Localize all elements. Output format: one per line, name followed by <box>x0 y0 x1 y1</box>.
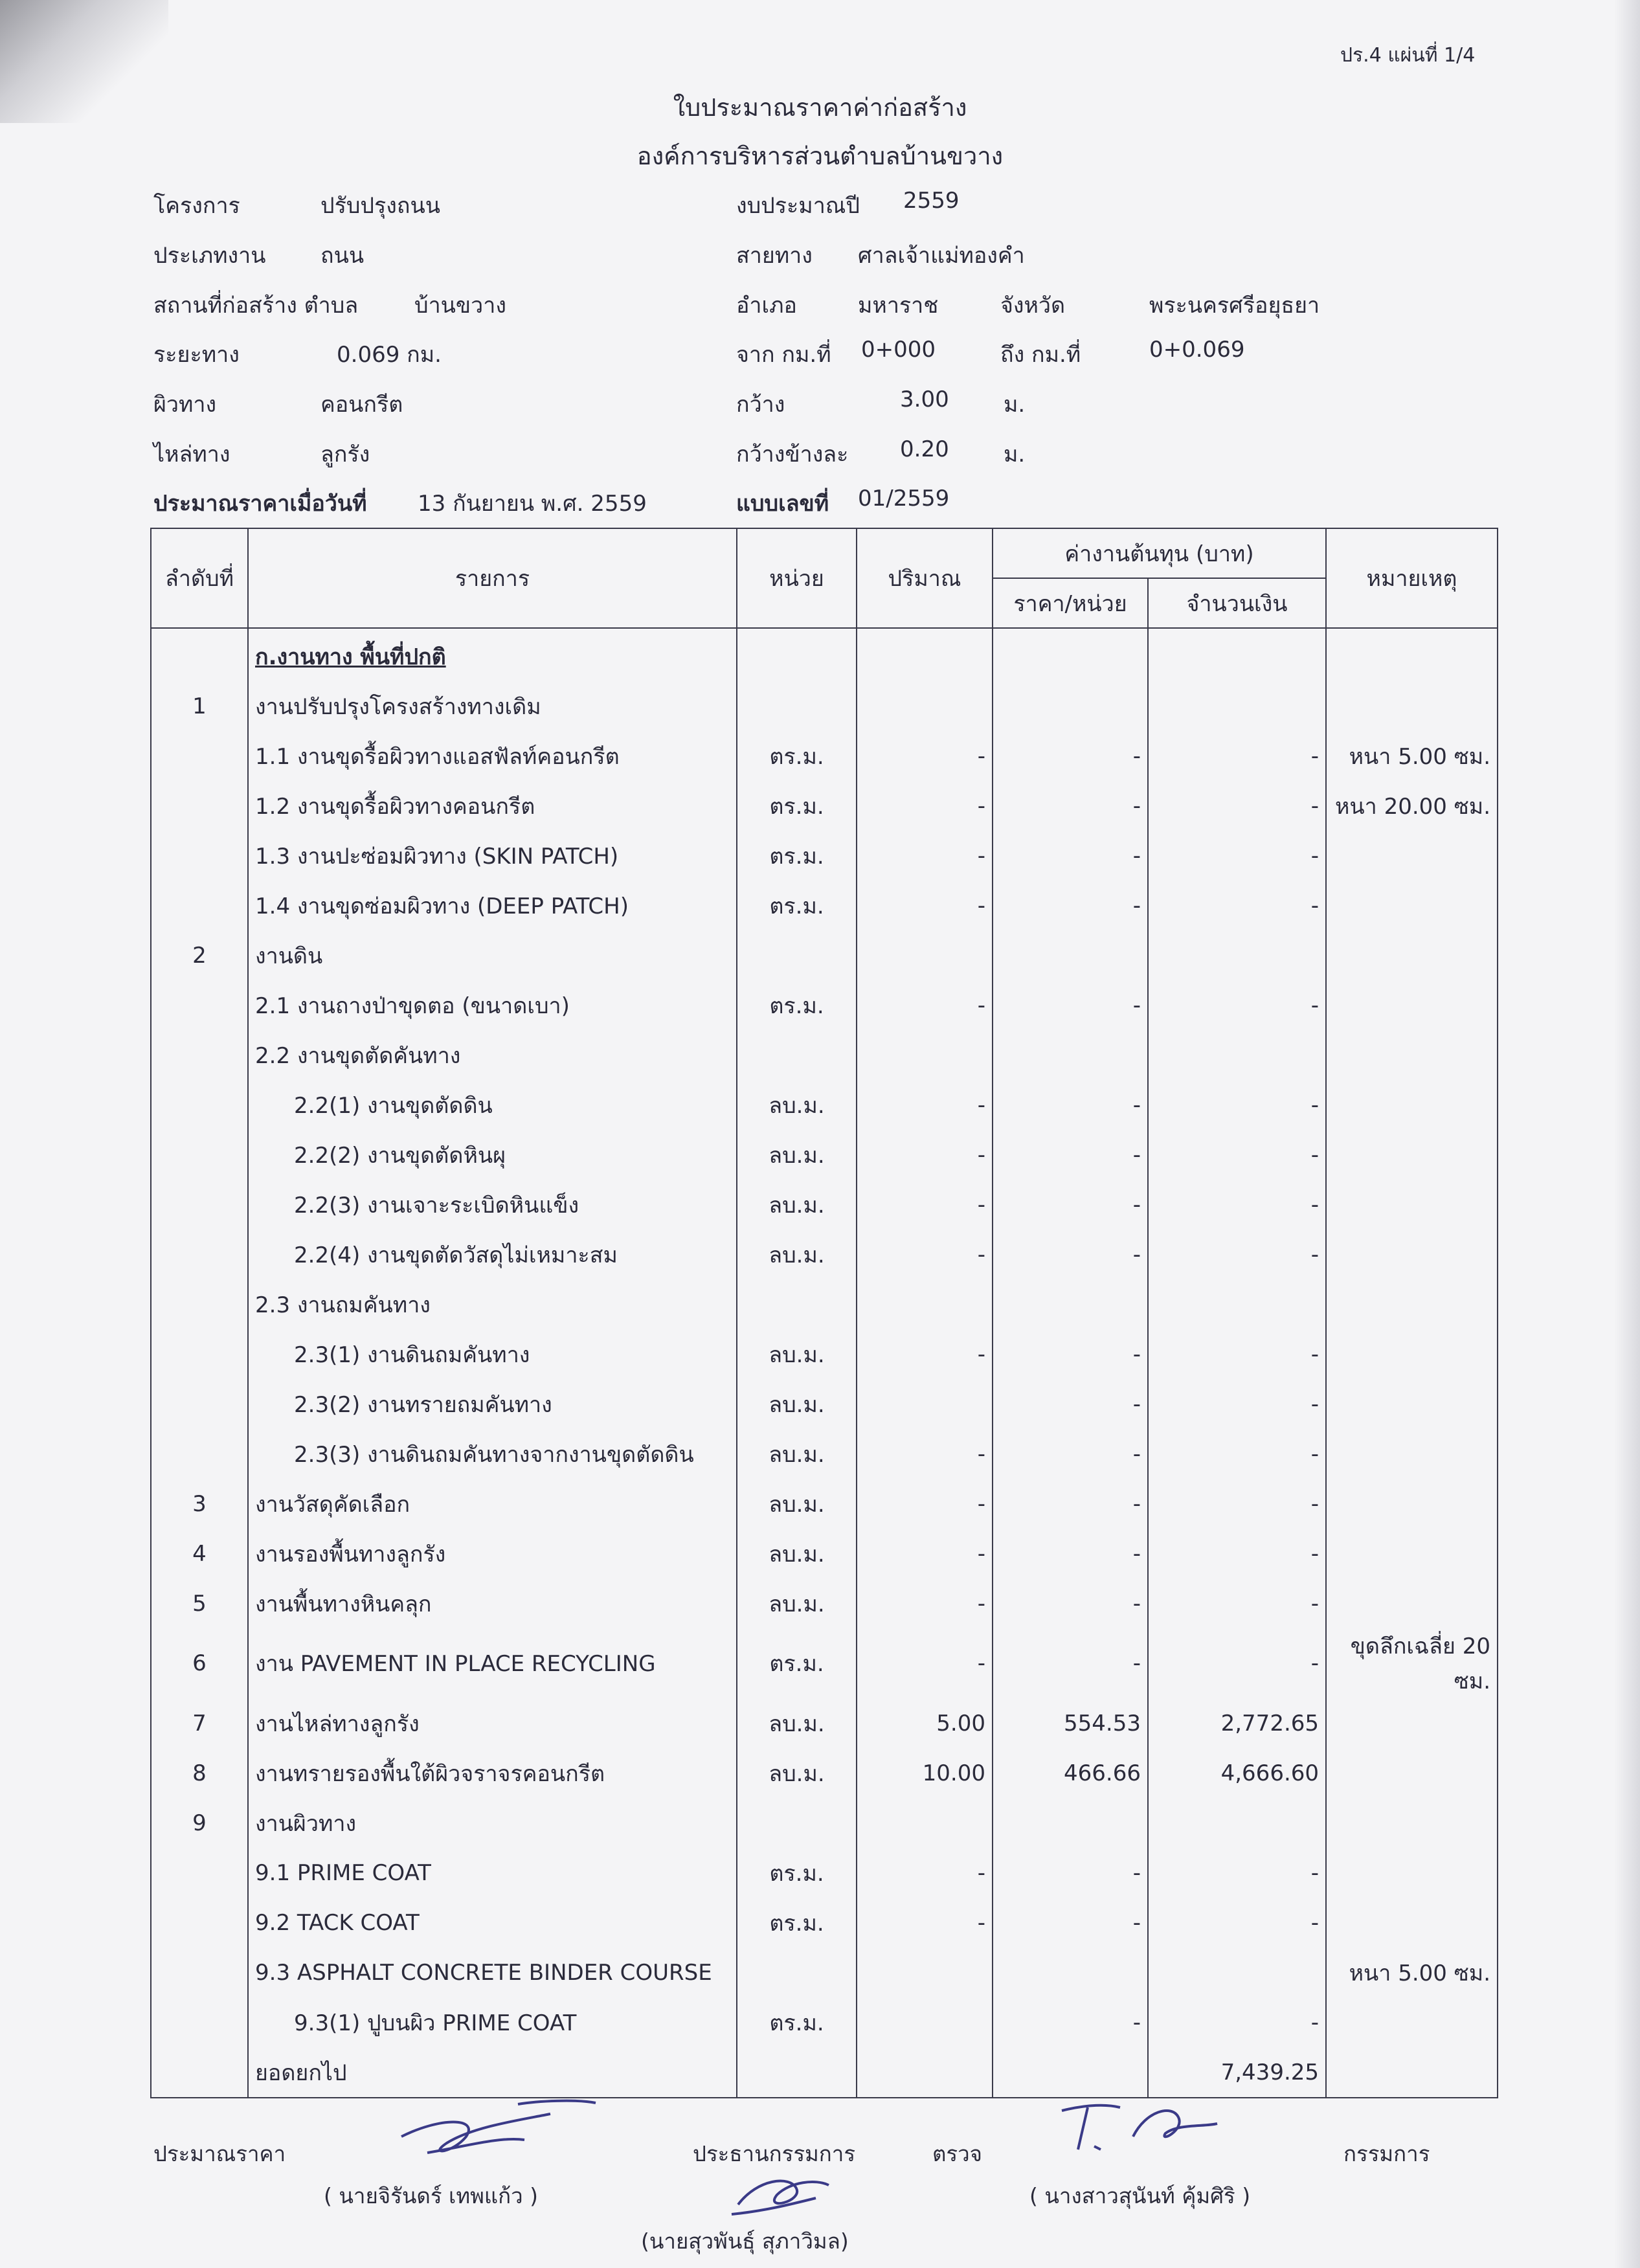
row-note <box>1326 1898 1498 1948</box>
row-item: งานพื้นทางหินคลุก <box>248 1578 737 1628</box>
row-unit-price: - <box>993 831 1148 881</box>
row-no <box>151 1030 248 1080</box>
shoulder-label: ไหล่ทาง <box>153 442 230 467</box>
row-no <box>151 1229 248 1279</box>
row-no <box>151 881 248 930</box>
row-item: 9.2 TACK COAT <box>248 1898 737 1948</box>
row-item: งานวัสดุคัดเลือก <box>248 1479 737 1529</box>
province-label: จังหวัด <box>1000 293 1066 319</box>
row-note <box>1326 1529 1498 1578</box>
row-unit: ตร.ม. <box>737 731 857 781</box>
row-amount: - <box>1148 1898 1326 1948</box>
row-qty <box>857 930 993 980</box>
row-qty: - <box>857 1578 993 1628</box>
row-item: 1.1 งานขุดรื้อผิวทางแอสฟัลท์คอนกรีต <box>248 731 737 781</box>
row-qty: - <box>857 1130 993 1180</box>
document-title: ใบประมาณราคาค่าก่อสร้าง <box>673 93 967 122</box>
row-unit: ลบ.ม. <box>737 1080 857 1130</box>
row-qty: - <box>857 1229 993 1279</box>
row-note <box>1326 1798 1498 1848</box>
row-item: 9.3(1) ปูบนผิว PRIME COAT <box>248 1997 737 2047</box>
table-body <box>151 628 1498 2098</box>
row-unit: ลบ.ม. <box>737 1329 857 1379</box>
row-unit-price: 554.53 <box>993 1698 1148 1748</box>
to-km-value: 0+0.069 <box>1149 337 1245 363</box>
row-note: หนา 20.00 ซม. <box>1326 781 1498 831</box>
side-width-value: 0.20 <box>900 436 949 462</box>
row-amount: - <box>1148 1578 1326 1628</box>
row-note: หนา 5.00 ซม. <box>1326 731 1498 781</box>
row-amount: - <box>1148 1229 1326 1279</box>
row-unit: ตร.ม. <box>737 781 857 831</box>
row-note <box>1326 1698 1498 1748</box>
chairman-signature <box>725 2166 835 2224</box>
row-note <box>1326 930 1498 980</box>
row-qty: - <box>857 731 993 781</box>
chairman-name: (นายสุวพันธุ์ สุภาวิมล) <box>641 2229 849 2254</box>
header-cost: ค่างานต้นทุน (บาท) <box>993 528 1326 578</box>
row-item: 2.3(2) งานทรายถมคันทาง <box>248 1379 737 1429</box>
row-item: งานปรับปรุงโครงสร้างทางเดิม <box>248 681 737 731</box>
table-row <box>151 781 1498 831</box>
row-no: 8 <box>151 1748 248 1798</box>
type-label: ประเภทงาน <box>153 243 266 269</box>
row-qty <box>857 1798 993 1848</box>
row-amount: - <box>1148 731 1326 781</box>
row-no: 5 <box>151 1578 248 1628</box>
row-unit-price: - <box>993 1429 1148 1479</box>
row-unit-price <box>993 1798 1148 1848</box>
row-qty <box>857 1997 993 2047</box>
table-row <box>151 1279 1498 1329</box>
row-unit: ตร.ม. <box>737 1898 857 1948</box>
row-unit-price: - <box>993 1578 1148 1628</box>
table-row <box>151 1578 1498 1628</box>
row-note <box>1326 1279 1498 1329</box>
row-amount <box>1148 1030 1326 1080</box>
row-item: 2.3(3) งานดินถมคันทางจากงานขุดตัดดิน <box>248 1429 737 1479</box>
row-qty: - <box>857 1080 993 1130</box>
table-row <box>151 1030 1498 1080</box>
header-no: ลำดับที่ <box>151 528 248 628</box>
row-note: ขุดลึกเฉลี่ย 20 ซม. <box>1326 1628 1498 1698</box>
row-item: 2.3 งานถมคันทาง <box>248 1279 737 1329</box>
table-row <box>151 1628 1498 1698</box>
row-unit <box>737 628 857 681</box>
row-unit: ตร.ม. <box>737 1848 857 1898</box>
row-amount <box>1148 1798 1326 1848</box>
row-qty <box>857 1948 993 1997</box>
row-qty <box>857 1030 993 1080</box>
row-qty: - <box>857 1848 993 1898</box>
row-unit: ลบ.ม. <box>737 1698 857 1748</box>
row-unit <box>737 2047 857 2098</box>
row-unit-price: - <box>993 1329 1148 1379</box>
row-qty: - <box>857 1329 993 1379</box>
row-no: 9 <box>151 1798 248 1848</box>
row-unit: ตร.ม. <box>737 881 857 930</box>
row-no <box>151 1848 248 1898</box>
project-value: ปรับปรุงถนน <box>320 193 440 219</box>
row-no <box>151 1997 248 2047</box>
row-item: 9.3 ASPHALT CONCRETE BINDER COURSE <box>248 1948 737 1997</box>
row-note <box>1326 681 1498 731</box>
table-row <box>151 1379 1498 1429</box>
table-row <box>151 1080 1498 1130</box>
row-unit-price <box>993 681 1148 731</box>
row-unit: ลบ.ม. <box>737 1578 857 1628</box>
estimator-name: ( นายจิรันดร์ เทพแก้ว ) <box>324 2183 538 2208</box>
row-qty: - <box>857 831 993 881</box>
row-item: 2.1 งานถางป่าขุดตอ (ขนาดเบา) <box>248 980 737 1030</box>
row-unit: ตร.ม. <box>737 980 857 1030</box>
row-unit-price: - <box>993 1997 1148 2047</box>
row-unit <box>737 1279 857 1329</box>
row-unit-price: - <box>993 1898 1148 1948</box>
row-amount: 2,772.65 <box>1148 1698 1326 1748</box>
row-amount <box>1148 930 1326 980</box>
header-note: หมายเหตุ <box>1326 528 1498 628</box>
table-row <box>151 930 1498 980</box>
row-no <box>151 1898 248 1948</box>
check-label: ตรวจ <box>932 2141 983 2166</box>
row-qty: - <box>857 1479 993 1529</box>
row-unit-price: - <box>993 881 1148 930</box>
row-unit: ตร.ม. <box>737 1997 857 2047</box>
row-qty <box>857 2047 993 2098</box>
row-note <box>1326 1329 1498 1379</box>
row-amount: - <box>1148 1479 1326 1529</box>
row-no: 4 <box>151 1529 248 1578</box>
width-value: 3.00 <box>900 387 949 412</box>
row-unit-price: - <box>993 1628 1148 1698</box>
row-amount: - <box>1148 781 1326 831</box>
row-unit-price: - <box>993 1180 1148 1229</box>
estimate-date-value: 13 กันยายน พ.ศ. 2559 <box>418 491 647 517</box>
row-unit: ลบ.ม. <box>737 1180 857 1229</box>
row-qty: 10.00 <box>857 1748 993 1798</box>
row-amount: - <box>1148 1180 1326 1229</box>
committee-name: ( นางสาวสุนันท์ คุ้มศิริ ) <box>1029 2183 1251 2208</box>
row-no: 7 <box>151 1698 248 1748</box>
row-unit: ตร.ม. <box>737 831 857 881</box>
row-amount <box>1148 681 1326 731</box>
row-item: 2.2(4) งานขุดตัดวัสดุไม่เหมาะสม <box>248 1229 737 1279</box>
row-amount: - <box>1148 980 1326 1030</box>
row-amount: - <box>1148 1848 1326 1898</box>
table-row <box>151 1479 1498 1529</box>
row-note <box>1326 2047 1498 2098</box>
row-unit-price: - <box>993 1529 1148 1578</box>
table-row <box>151 1698 1498 1748</box>
row-unit: ลบ.ม. <box>737 1479 857 1529</box>
row-unit <box>737 1030 857 1080</box>
from-km-label: จาก กม.ที่ <box>736 342 831 368</box>
row-no <box>151 731 248 781</box>
row-qty <box>857 1279 993 1329</box>
row-note: หนา 5.00 ซม. <box>1326 1948 1498 1997</box>
side-width-label: กว้างข้างละ <box>736 442 849 467</box>
table-row <box>151 980 1498 1030</box>
row-no <box>151 980 248 1030</box>
table-row <box>151 628 1498 681</box>
row-qty: - <box>857 881 993 930</box>
row-note <box>1326 1229 1498 1279</box>
route-value: ศาลเจ้าแม่ทองคำ <box>858 243 1025 269</box>
budget-label: งบประมาณปี <box>736 193 860 219</box>
row-item: 2.2(2) งานขุดตัดหินผุ <box>248 1130 737 1180</box>
budget-value: 2559 <box>903 188 960 214</box>
row-amount <box>1148 1948 1326 1997</box>
row-note <box>1326 1748 1498 1798</box>
row-unit: ลบ.ม. <box>737 1229 857 1279</box>
estimator-signature <box>388 2091 602 2169</box>
row-no <box>151 1948 248 1997</box>
row-unit-price: 466.66 <box>993 1748 1148 1798</box>
row-no <box>151 1279 248 1329</box>
row-amount: - <box>1148 1130 1326 1180</box>
table-row <box>151 2047 1498 2098</box>
row-no <box>151 628 248 681</box>
type-value: ถนน <box>320 243 365 269</box>
row-qty: - <box>857 1898 993 1948</box>
table-row <box>151 681 1498 731</box>
table-row <box>151 1429 1498 1479</box>
row-item: งานทรายรองพื้นใต้ผิวจราจรคอนกรีต <box>248 1748 737 1798</box>
row-item: งานผิวทาง <box>248 1798 737 1848</box>
row-unit: ตร.ม. <box>737 1628 857 1698</box>
row-no <box>151 1379 248 1429</box>
header-amount: จำนวนเงิน <box>1148 578 1326 628</box>
row-no: 1 <box>151 681 248 731</box>
row-qty: - <box>857 1180 993 1229</box>
row-unit-price: - <box>993 781 1148 831</box>
row-qty <box>857 681 993 731</box>
row-unit-price <box>993 628 1148 681</box>
location-value: บ้านขวาง <box>414 293 506 319</box>
organization-name: องค์การบริหารส่วนตำบลบ้านขวาง <box>636 142 1004 170</box>
header-unit: หน่วย <box>737 528 857 628</box>
row-unit <box>737 1798 857 1848</box>
committee-label: กรรมการ <box>1343 2141 1430 2166</box>
row-amount: - <box>1148 1997 1326 2047</box>
plan-no-label: แบบเลขที่ <box>736 491 829 517</box>
location-label: สถานที่ก่อสร้าง ตำบล <box>153 293 359 319</box>
table-row <box>151 831 1498 881</box>
row-unit: ลบ.ม. <box>737 1130 857 1180</box>
row-item: 2.2(3) งานเจาะระเบิดหินแข็ง <box>248 1180 737 1229</box>
row-note <box>1326 1180 1498 1229</box>
row-note <box>1326 831 1498 881</box>
table-row <box>151 1180 1498 1229</box>
table-row <box>151 1848 1498 1898</box>
row-note <box>1326 1080 1498 1130</box>
row-note <box>1326 980 1498 1030</box>
row-qty <box>857 628 993 681</box>
row-unit-price <box>993 1030 1148 1080</box>
table-row <box>151 881 1498 930</box>
row-unit-price: - <box>993 1130 1148 1180</box>
width-label: กว้าง <box>736 392 785 418</box>
distance-label: ระยะทาง <box>153 342 240 368</box>
row-no: 6 <box>151 1628 248 1698</box>
row-amount: - <box>1148 1529 1326 1578</box>
row-qty: - <box>857 1529 993 1578</box>
row-no: 3 <box>151 1479 248 1529</box>
row-item: งานรองพื้นทางลูกรัง <box>248 1529 737 1578</box>
row-amount: 7,439.25 <box>1148 2047 1326 2098</box>
table-row <box>151 1329 1498 1379</box>
row-no <box>151 1329 248 1379</box>
row-note <box>1326 1429 1498 1479</box>
row-note <box>1326 1848 1498 1898</box>
row-unit: ลบ.ม. <box>737 1429 857 1479</box>
table-row <box>151 1130 1498 1180</box>
row-qty <box>857 1379 993 1429</box>
district-label: อำเภอ <box>736 293 797 319</box>
row-amount: - <box>1148 881 1326 930</box>
header-item: รายการ <box>248 528 737 628</box>
row-unit-price <box>993 2047 1148 2098</box>
row-amount: - <box>1148 1628 1326 1698</box>
row-amount: - <box>1148 1080 1326 1130</box>
row-unit-price <box>993 1948 1148 1997</box>
row-no <box>151 1429 248 1479</box>
from-km-value: 0+000 <box>861 337 936 363</box>
row-unit: ลบ.ม. <box>737 1748 857 1798</box>
row-no <box>151 781 248 831</box>
header-qty: ปริมาณ <box>857 528 993 628</box>
row-amount: - <box>1148 831 1326 881</box>
row-qty: - <box>857 1628 993 1698</box>
row-no <box>151 831 248 881</box>
table-row <box>151 1229 1498 1279</box>
route-label: สายทาง <box>736 243 813 269</box>
row-no <box>151 1080 248 1130</box>
table-row <box>151 1997 1498 2047</box>
scan-edge-shadow <box>1614 0 1640 2268</box>
row-no <box>151 1130 248 1180</box>
row-no <box>151 1180 248 1229</box>
row-note <box>1326 881 1498 930</box>
row-item: ก.งานทาง พื้นที่ปกติ <box>248 628 737 681</box>
distance-value: 0.069 กม. <box>337 342 442 368</box>
row-note <box>1326 628 1498 681</box>
row-unit <box>737 930 857 980</box>
row-note <box>1326 1479 1498 1529</box>
table-row <box>151 1798 1498 1848</box>
chairman-label: ประธานกรรมการ <box>693 2141 856 2166</box>
row-amount <box>1148 628 1326 681</box>
row-item: 2.3(1) งานดินถมคันทาง <box>248 1329 737 1379</box>
row-item: ยอดยกไป <box>248 2047 737 2098</box>
row-item: 1.3 งานปะซ่อมผิวทาง (SKIN PATCH) <box>248 831 737 881</box>
row-unit-price: - <box>993 1848 1148 1898</box>
row-unit <box>737 1948 857 1997</box>
table-row <box>151 1748 1498 1798</box>
row-qty: - <box>857 1429 993 1479</box>
row-unit <box>737 681 857 731</box>
row-note <box>1326 1997 1498 2047</box>
row-note <box>1326 1578 1498 1628</box>
row-no: 2 <box>151 930 248 980</box>
row-unit-price: - <box>993 1479 1148 1529</box>
row-no <box>151 2047 248 2098</box>
row-unit-price: - <box>993 731 1148 781</box>
plan-no-value: 01/2559 <box>858 486 950 511</box>
row-note <box>1326 1379 1498 1429</box>
surface-value: คอนกรีต <box>320 392 403 418</box>
row-amount: - <box>1148 1429 1326 1479</box>
row-amount: - <box>1148 1379 1326 1429</box>
row-item: 1.4 งานขุดซ่อมผิวทาง (DEEP PATCH) <box>248 881 737 930</box>
row-note <box>1326 1130 1498 1180</box>
row-item: 9.1 PRIME COAT <box>248 1848 737 1898</box>
surface-label: ผิวทาง <box>153 392 217 418</box>
row-unit-price: - <box>993 1080 1148 1130</box>
row-item: งานไหล่ทางลูกรัง <box>248 1698 737 1748</box>
sheet-number: ปร.4 แผ่นที่ 1/4 <box>1340 44 1476 67</box>
row-item: 2.2(1) งานขุดตัดดิน <box>248 1080 737 1130</box>
side-width-unit: ม. <box>1004 442 1026 467</box>
row-note <box>1326 1030 1498 1080</box>
to-km-label: ถึง กม.ที่ <box>1000 342 1081 368</box>
row-unit-price: - <box>993 980 1148 1030</box>
row-unit-price: - <box>993 1229 1148 1279</box>
row-amount <box>1148 1279 1326 1329</box>
row-unit-price <box>993 1279 1148 1329</box>
row-amount: 4,666.60 <box>1148 1748 1326 1798</box>
row-item: งาน PAVEMENT IN PLACE RECYCLING <box>248 1628 737 1698</box>
row-item: 2.2 งานขุดตัดคันทาง <box>248 1030 737 1080</box>
row-unit: ลบ.ม. <box>737 1529 857 1578</box>
project-label: โครงการ <box>153 193 240 219</box>
row-qty: 5.00 <box>857 1698 993 1748</box>
estimator-label: ประมาณราคา <box>153 2141 286 2166</box>
table-row <box>151 1898 1498 1948</box>
row-qty: - <box>857 980 993 1030</box>
estimate-table <box>150 528 1498 2098</box>
district-value: มหาราช <box>858 293 939 319</box>
row-unit-price: - <box>993 1379 1148 1429</box>
row-unit-price <box>993 930 1148 980</box>
row-unit: ลบ.ม. <box>737 1379 857 1429</box>
table-row <box>151 731 1498 781</box>
province-value: พระนครศรีอยุธยา <box>1149 293 1320 319</box>
row-amount: - <box>1148 1329 1326 1379</box>
row-item: งานดิน <box>248 930 737 980</box>
shoulder-value: ลูกรัง <box>320 442 370 467</box>
row-item: 1.2 งานขุดรื้อผิวทางคอนกรีต <box>248 781 737 831</box>
row-qty: - <box>857 781 993 831</box>
table-row <box>151 1529 1498 1578</box>
estimate-date-label: ประมาณราคาเมื่อวันที่ <box>153 491 367 517</box>
header-unit-price: ราคา/หน่วย <box>993 578 1148 628</box>
width-unit: ม. <box>1004 392 1026 418</box>
committee-signature <box>1049 2091 1250 2162</box>
table-row <box>151 1948 1498 1997</box>
